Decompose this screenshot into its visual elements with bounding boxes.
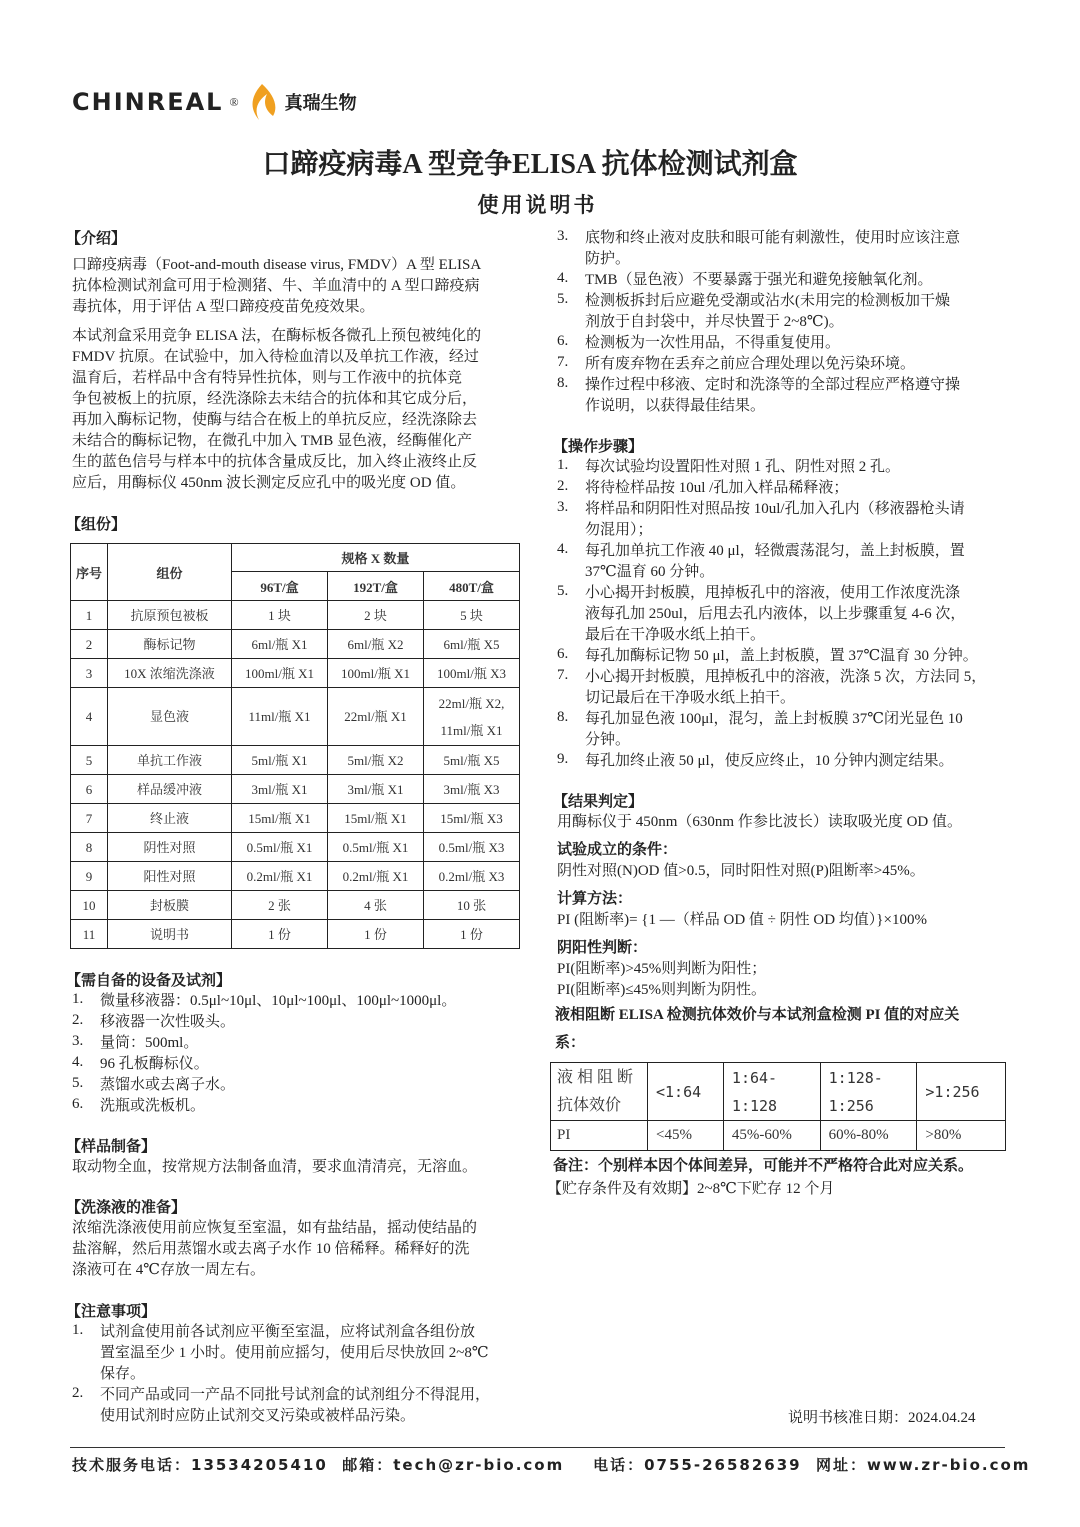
table-cell: 4 张 (328, 891, 424, 920)
table-cell: 5ml/瓶 X2 (328, 746, 424, 775)
remarks-section (547, 1155, 1013, 1200)
item-text: 每孔加单抗工作液 40 μl，轻微震荡混匀，盖上封板膜，置 (585, 543, 965, 559)
list-item (72, 1385, 526, 1427)
table-cell: 100ml/瓶 X1 (328, 659, 424, 688)
list-item (557, 354, 1007, 375)
item-text: 试剂盒使用前各试剂应平衡至室温，应将试剂盒各组份放 (100, 1324, 476, 1340)
list-item (557, 499, 1007, 541)
item-text: 小心揭开封板膜，甩掉板孔中的溶液，使用工作浓度洗涤 (585, 585, 961, 601)
table-cell: 2 张 (232, 891, 328, 920)
table-cell: 阴性对照 (108, 833, 232, 862)
table-cell: 6ml/瓶 X5 (424, 630, 520, 659)
list-item (72, 1054, 526, 1075)
item-text: 检测板为一次性用品，不得重复使用。 (585, 335, 841, 351)
item-text: 底物和终止液对皮肤和眼可能有刺激性，使用时应该注意 (585, 230, 961, 246)
item-text: 作说明，以获得最佳结果。 (585, 398, 766, 414)
valid-title: 试验成立的条件： (557, 842, 678, 858)
footer-divider (70, 1447, 1005, 1448)
item-text: 移液器一次性吸头。 (100, 1014, 236, 1030)
procedure-heading: 【操作步骤】 (553, 437, 644, 455)
approval-date: 说明书核准日期：2024.04.24 (788, 1410, 976, 1426)
table-cell: 0.2ml/瓶 X3 (424, 862, 520, 891)
wash-text: 涤液可在 4℃存放一周左右。 (72, 1262, 266, 1278)
titer-cell: 1:128- 1:256 (820, 1063, 917, 1121)
valid-text: 阴性对照(N)OD 值>0.5，同时阳性对照(P)阻断率>45%。 (557, 863, 925, 879)
pi-label: PI (551, 1121, 648, 1151)
item-text: 切记最后在干净吸水纸上拍干。 (585, 690, 796, 706)
item-number: 9. (557, 751, 569, 767)
intro-paragraph-line: 口蹄疫病毒（Foot-and-mouth disease virus, FMDV）A 型 ELISA (72, 257, 482, 273)
header-spec: 规格 X 数量 (232, 544, 520, 572)
table-row (551, 1121, 1006, 1151)
equipment-heading: 【需自备的设备及试剂】 (66, 971, 232, 989)
table-row (551, 1063, 1006, 1121)
table-cell: 6ml/瓶 X2 (328, 630, 424, 659)
table-cell: 6ml/瓶 X1 (232, 630, 328, 659)
judge-text: PI(阻断率)>45%则判断为阳性； (557, 961, 767, 977)
item-number: 2. (72, 1385, 84, 1401)
item-number: 1. (72, 1322, 84, 1338)
left-lower-sections (66, 970, 526, 1427)
intro-paragraph-line: 应后，用酶标仪 450nm 波长测定反应孔中的吸光度 OD 值。 (72, 475, 466, 491)
item-text: 勿混用）； (585, 522, 653, 538)
table-cell: 2 块 (328, 601, 424, 630)
table-cell: 10 (71, 891, 108, 920)
table-cell: 样品缓冲液 (108, 775, 232, 804)
list-item (557, 478, 1007, 499)
item-number: 5. (557, 291, 569, 307)
document-title: 口蹄疫病毒A 型竞争ELISA 抗体检测试剂盒 (262, 149, 798, 180)
list-item (557, 457, 1007, 478)
logo (72, 82, 357, 122)
intro-paragraph-line: 生的蓝色信号与样本中的抗体含量成反比，加入终止液终止反 (72, 454, 478, 470)
wash-text: 盐溶解，然后用蒸馏水或去离子水作 10 倍稀释。稀释好的洗 (72, 1241, 470, 1257)
table-cell: 11 (71, 920, 108, 949)
item-text: 防护。 (585, 251, 631, 267)
table-row (71, 891, 520, 920)
calc-title: 计算方法： (557, 891, 633, 907)
item-text: 96 孔板酶标仪。 (100, 1056, 209, 1072)
result-text: 用酶标仪于 450nm（630nm 作参比波长）读取吸光度 OD 值。 (557, 814, 963, 830)
document-subtitle: 使用说明书 (477, 193, 598, 217)
item-number: 6. (557, 646, 569, 662)
table-cell: 11ml/瓶 X1 (232, 688, 328, 746)
list-item (557, 228, 1007, 270)
item-text: 剂放于自封袋中，并尽快置于 2~8℃)。 (585, 314, 844, 330)
item-text: 量筒：500ml。 (100, 1035, 199, 1051)
table-cell: 22ml/瓶 X2, 11ml/瓶 X1 (424, 688, 520, 746)
sample-heading: 【样品制备】 (66, 1137, 157, 1155)
item-number: 5. (72, 1075, 84, 1091)
item-text: 蒸馏水或去离子水。 (100, 1077, 236, 1093)
table-cell: 0.2ml/瓶 X1 (232, 862, 328, 891)
list-item (557, 751, 1007, 772)
pi-cell: 60%-80% (820, 1121, 917, 1151)
storage-text: 【贮存条件及有效期】2~8℃下贮存 12 个月 (547, 1181, 835, 1197)
intro-paragraph-line: 抗体检测试剂盒可用于检测猪、牛、羊血清中的 A 型口蹄疫病 (72, 278, 480, 294)
header-size: 192T/盒 (328, 572, 424, 601)
table-cell: 1 份 (232, 920, 328, 949)
spacer (66, 1117, 526, 1136)
table-cell: 6 (71, 775, 108, 804)
spacer (557, 417, 1007, 436)
item-text: 每孔加酶标记物 50 μl，盖上封板膜，置 37℃温育 30 分钟。 (585, 648, 978, 664)
spacer (557, 882, 1007, 889)
table-cell: 5ml/瓶 X5 (424, 746, 520, 775)
titer-label: 液 相 阻 断 抗体效价 (551, 1063, 648, 1121)
table-row (71, 920, 520, 949)
table-cell: 单抗工作液 (108, 746, 232, 775)
table-row (71, 833, 520, 862)
table-cell: 3 (71, 659, 108, 688)
intro-paragraph-line: 本试剂盒采用竞争 ELISA 法，在酶标板各微孔上预包被纯化的 (72, 328, 482, 344)
components-table (70, 543, 520, 949)
list-item (557, 583, 1007, 646)
item-number: 1. (557, 457, 569, 473)
table-cell: 22ml/瓶 X1 (328, 688, 424, 746)
item-text: 每孔加终止液 50 μl，使反应终止，10 分钟内测定结果。 (585, 753, 954, 769)
table-row (71, 746, 520, 775)
table-cell: 100ml/瓶 X1 (232, 659, 328, 688)
brand-name: CHINREAL (72, 88, 224, 116)
table-cell: 酶标记物 (108, 630, 232, 659)
table-cell: 15ml/瓶 X3 (424, 804, 520, 833)
item-number: 6. (557, 333, 569, 349)
item-text: 使用试剂时应防止试剂交叉污染或被样品污染。 (100, 1408, 416, 1424)
list-item (557, 291, 1007, 333)
table-cell: 0.5ml/瓶 X1 (328, 833, 424, 862)
footer-contact: 技术服务电话：13534205410 邮箱：tech@zr-bio.com 电话：0755-26582639 网址：www.zr-bio.com (72, 1456, 1031, 1474)
table-cell: 5 (71, 746, 108, 775)
item-text: 将待检样品按 10ul /孔加入样品稀释液； (585, 480, 849, 496)
registered-mark: ® (229, 94, 239, 109)
table-cell: 1 份 (424, 920, 520, 949)
header-no: 序号 (71, 544, 108, 601)
table-row (71, 804, 520, 833)
table-cell: 1 块 (232, 601, 328, 630)
components-heading: 【组份】 (66, 515, 127, 533)
wash-text: 浓缩洗涤液使用前应恢复至室温，如有盐结晶，摇动使结晶的 (72, 1220, 478, 1236)
pi-cell: 45%-60% (723, 1121, 820, 1151)
table-cell: 1 (71, 601, 108, 630)
item-text: 微量移液器：0.5μl~10μl、10μl~100μl、100μl~1000μl。 (100, 993, 457, 1009)
notes-list (66, 1322, 526, 1427)
item-text: 不同产品或同一产品不同批号试剂盒的试剂组分不得混用， (100, 1387, 491, 1403)
item-text: 分钟。 (585, 732, 631, 748)
item-text: 液每孔加 250ul，后甩去孔内液体，以上步骤重复 4-6 次， (585, 606, 966, 622)
item-number: 6. (72, 1096, 84, 1112)
list-item (72, 1096, 526, 1117)
item-text: 操作过程中移液、定时和洗涤等的全部过程应严格遵守操 (585, 377, 961, 393)
titer-cell: 1:64- 1:128 (723, 1063, 820, 1121)
spacer (66, 1281, 526, 1301)
table-cell: 0.2ml/瓶 X1 (328, 862, 424, 891)
list-item (557, 541, 1007, 583)
table-cell: 10 张 (424, 891, 520, 920)
list-item (557, 333, 1007, 354)
spacer (557, 833, 1007, 840)
pi-cell: <45% (648, 1121, 724, 1151)
item-number: 1. (72, 991, 84, 1007)
list-item (72, 1033, 526, 1054)
table-cell: 9 (71, 862, 108, 891)
item-number: 8. (557, 709, 569, 725)
item-number: 4. (557, 270, 569, 286)
header-name: 组份 (108, 544, 232, 601)
table-cell: 1 份 (328, 920, 424, 949)
list-item (72, 991, 526, 1012)
list-item (557, 709, 1007, 751)
titer-pi-table (550, 1062, 1006, 1151)
relation-text: 系： (555, 1035, 586, 1051)
titer-cell: <1:64 (648, 1063, 724, 1121)
spacer (557, 931, 1007, 938)
intro-paragraph-line: 再加入酶标记物，使酶与结合在板上的单抗反应，经洗涤除去 (72, 412, 478, 428)
sample-text: 取动物全血，按常规方法制备血清，要求血清清亮，无溶血。 (72, 1159, 478, 1175)
spacer (68, 318, 528, 326)
judge-text: PI(阻断率)≤45%则判断为阴性。 (557, 982, 767, 998)
table-row (71, 659, 520, 688)
item-number: 5. (557, 583, 569, 599)
list-item (557, 270, 1007, 291)
table-cell: 15ml/瓶 X1 (232, 804, 328, 833)
table-cell: 抗原预包被板 (108, 601, 232, 630)
table-cell: 5ml/瓶 X1 (232, 746, 328, 775)
table-row (71, 630, 520, 659)
table-cell: 5 块 (424, 601, 520, 630)
item-text: 最后在干净吸水纸上拍干。 (585, 627, 766, 643)
table-cell: 说明书 (108, 920, 232, 949)
item-number: 8. (557, 375, 569, 391)
table-cell: 3ml/瓶 X1 (328, 775, 424, 804)
table-cell: 3ml/瓶 X3 (424, 775, 520, 804)
titer-cell: >1:256 (917, 1063, 1006, 1121)
list-item (557, 375, 1007, 417)
table-row (71, 601, 520, 630)
header-size: 480T/盒 (424, 572, 520, 601)
item-number: 2. (72, 1012, 84, 1028)
brand-name-cn: 真瑞生物 (284, 93, 357, 114)
intro-heading: 【介绍】 (66, 229, 127, 247)
result-heading: 【结果判定】 (553, 792, 644, 810)
item-number: 4. (557, 541, 569, 557)
item-text: 37℃温育 60 分钟。 (585, 564, 715, 580)
table-cell: 0.5ml/瓶 X1 (232, 833, 328, 862)
intro-paragraph-line: FMDV 抗原。在试验中，加入待检血清以及单抗工作液，经过 (72, 349, 479, 365)
table-cell: 15ml/瓶 X1 (328, 804, 424, 833)
table-cell: 显色液 (108, 688, 232, 746)
table-cell: 10X 浓缩洗涤液 (108, 659, 232, 688)
table-row (71, 862, 520, 891)
pi-cell: >80% (917, 1121, 1006, 1151)
item-text: 将样品和阴阳性对照品按 10ul/孔加入孔内（移液器枪头请 (585, 501, 965, 517)
item-text: 所有废弃物在丢弃之前应合理处理以免污染环境。 (585, 356, 916, 372)
judge-title: 阴阳性判断： (557, 940, 648, 956)
table-cell: 终止液 (108, 804, 232, 833)
wash-heading: 【洗涤液的准备】 (66, 1198, 187, 1216)
table-row (71, 775, 520, 804)
item-number: 4. (72, 1054, 84, 1070)
flame-logo-icon (245, 82, 279, 122)
header-size: 96T/盒 (232, 572, 328, 601)
table-cell: 2 (71, 630, 108, 659)
spacer (557, 772, 1007, 791)
table-cell: 阳性对照 (108, 862, 232, 891)
notes-heading: 【注意事项】 (66, 1302, 157, 1320)
intro-paragraph-line: 争包被板上的抗原，经洗涤除去未结合的抗体和其它成分后， (72, 391, 478, 407)
item-text: 检测板拆封后应避免受潮或沾水(未用完的检测板加干燥 (585, 293, 950, 309)
item-number: 2. (557, 478, 569, 494)
table-cell: 4 (71, 688, 108, 746)
table-cell: 8 (71, 833, 108, 862)
table-row (71, 688, 520, 746)
intro-section (68, 228, 528, 494)
item-text: 每次试验均设置阳性对照 1 孔、阴性对照 2 孔。 (585, 459, 901, 475)
item-number: 3. (557, 228, 569, 244)
item-number: 3. (557, 499, 569, 515)
table-cell: 0.5ml/瓶 X3 (424, 833, 520, 862)
relation-text: 液相阻断 ELISA 检测抗体效价与本试剂盒检测 PI 值的对应关 (555, 1007, 960, 1023)
calc-formula: PI (阻断率)= {1 —（样品 OD 值 ÷ 阴性 OD 均值）}×100% (557, 912, 927, 928)
item-text: 保存。 (100, 1366, 146, 1382)
item-number: 7. (557, 667, 569, 683)
intro-paragraph-line: 温育后，若样品中含有特异性抗体，则与工作液中的抗体竞 (72, 370, 463, 386)
item-text: 每孔加显色液 100μl，混匀，盖上封板膜 37℃闭光显色 10 (585, 711, 963, 727)
list-item (72, 1012, 526, 1033)
table-cell: 7 (71, 804, 108, 833)
intro-paragraph-line: 未结合的酶标记物，在微孔中加入 TMB 显色液，经酶催化产 (72, 433, 473, 449)
spacer (66, 1178, 526, 1197)
item-text: 小心揭开封板膜，甩掉板孔中的溶液，洗涤 5 次，方法同 5， (585, 669, 987, 685)
table-cell: 封板膜 (108, 891, 232, 920)
list-item (72, 1075, 526, 1096)
intro-paragraph-line: 毒抗体，用于评估 A 型口蹄疫疫苗免疫效果。 (72, 299, 375, 315)
right-sections (553, 228, 1007, 1054)
item-text: 置室温至少 1 小时。使用前应摇匀，使用后尽快放回 2~8℃ (100, 1345, 489, 1361)
equipment-list (66, 991, 526, 1117)
table-cell: 100ml/瓶 X3 (424, 659, 520, 688)
remark-text: 备注：个别样本因个体间差异，可能并不严格符合此对应关系。 (553, 1156, 974, 1174)
table-cell: 3ml/瓶 X1 (232, 775, 328, 804)
item-text: 洗瓶或洗板机。 (100, 1098, 206, 1114)
list-item (72, 1322, 526, 1385)
item-text: TMB（显色液）不要暴露于强光和避免接触氧化剂。 (585, 272, 933, 288)
list-item (557, 646, 1007, 667)
list-item (557, 667, 1007, 709)
item-number: 3. (72, 1033, 84, 1049)
item-number: 7. (557, 354, 569, 370)
